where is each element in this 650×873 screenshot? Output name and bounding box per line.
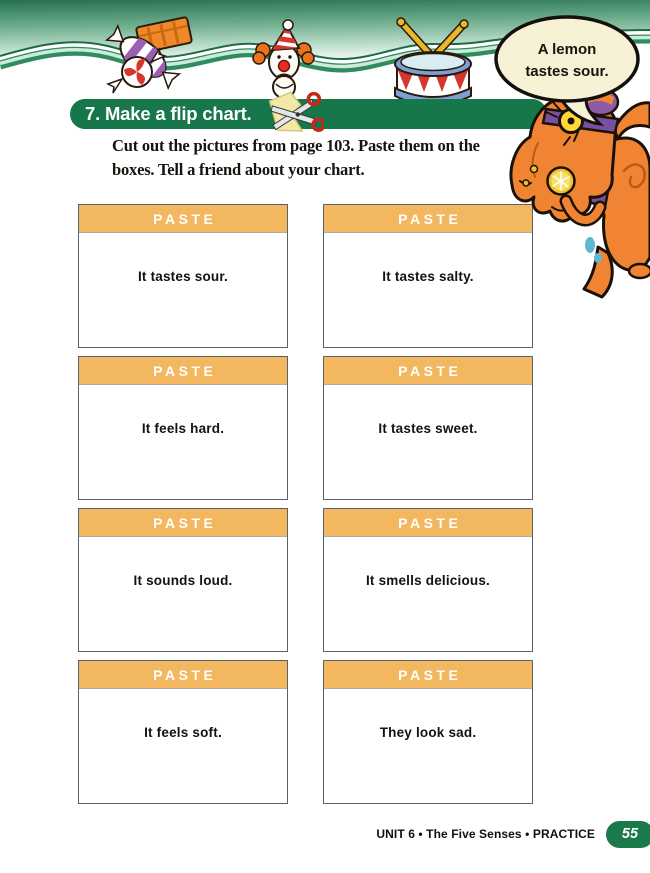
activity-title: 7. Make a flip chart. — [85, 103, 252, 124]
paste-box-header: PASTE — [324, 205, 532, 233]
paste-box-header: PASTE — [324, 509, 532, 537]
speech-bubble-line2: tastes sour. — [525, 63, 609, 80]
paste-box-header: PASTE — [79, 205, 287, 233]
page-number-badge: 55 — [606, 821, 650, 848]
paste-box-tastes-sour — [78, 204, 288, 348]
footer-caption: UNIT 6 • The Five Senses • PRACTICE — [376, 827, 595, 841]
paste-box-sentence: It sounds loud. — [133, 573, 233, 588]
paste-box-look-sad — [323, 660, 533, 804]
paste-box-header: PASTE — [324, 357, 532, 385]
paste-box-sentence: It feels hard. — [141, 421, 225, 436]
paste-box-smells-delicious — [323, 508, 533, 652]
paste-box-sounds-loud — [78, 508, 288, 652]
paste-box-feels-soft — [78, 660, 288, 804]
speech-bubble — [488, 12, 650, 126]
paste-box-grid — [78, 204, 533, 804]
scissors-icon — [264, 90, 324, 142]
paste-box-header: PASTE — [79, 661, 287, 689]
paste-box-sentence: It tastes sour. — [137, 269, 229, 284]
paste-box-sentence: It feels soft. — [144, 725, 222, 740]
instructions-line2: boxes. Tell a friend about your chart. — [112, 160, 365, 179]
paste-box-sentence: They look sad. — [379, 725, 477, 740]
paste-box-header: PASTE — [324, 661, 532, 689]
paste-box-feels-hard — [78, 356, 288, 500]
paste-box-sentence: It tastes salty. — [382, 269, 474, 284]
paste-box-tastes-sweet — [323, 356, 533, 500]
instructions-line1: Cut out the pictures from page 103. Paste them on the — [112, 136, 480, 155]
paste-box-sentence: It smells delicious. — [365, 573, 491, 588]
speech-bubble-line1: A lemon — [537, 41, 597, 58]
paste-box-header: PASTE — [79, 357, 287, 385]
paste-box-header: PASTE — [79, 509, 287, 537]
paste-box-sentence: It tastes sweet. — [378, 421, 478, 436]
